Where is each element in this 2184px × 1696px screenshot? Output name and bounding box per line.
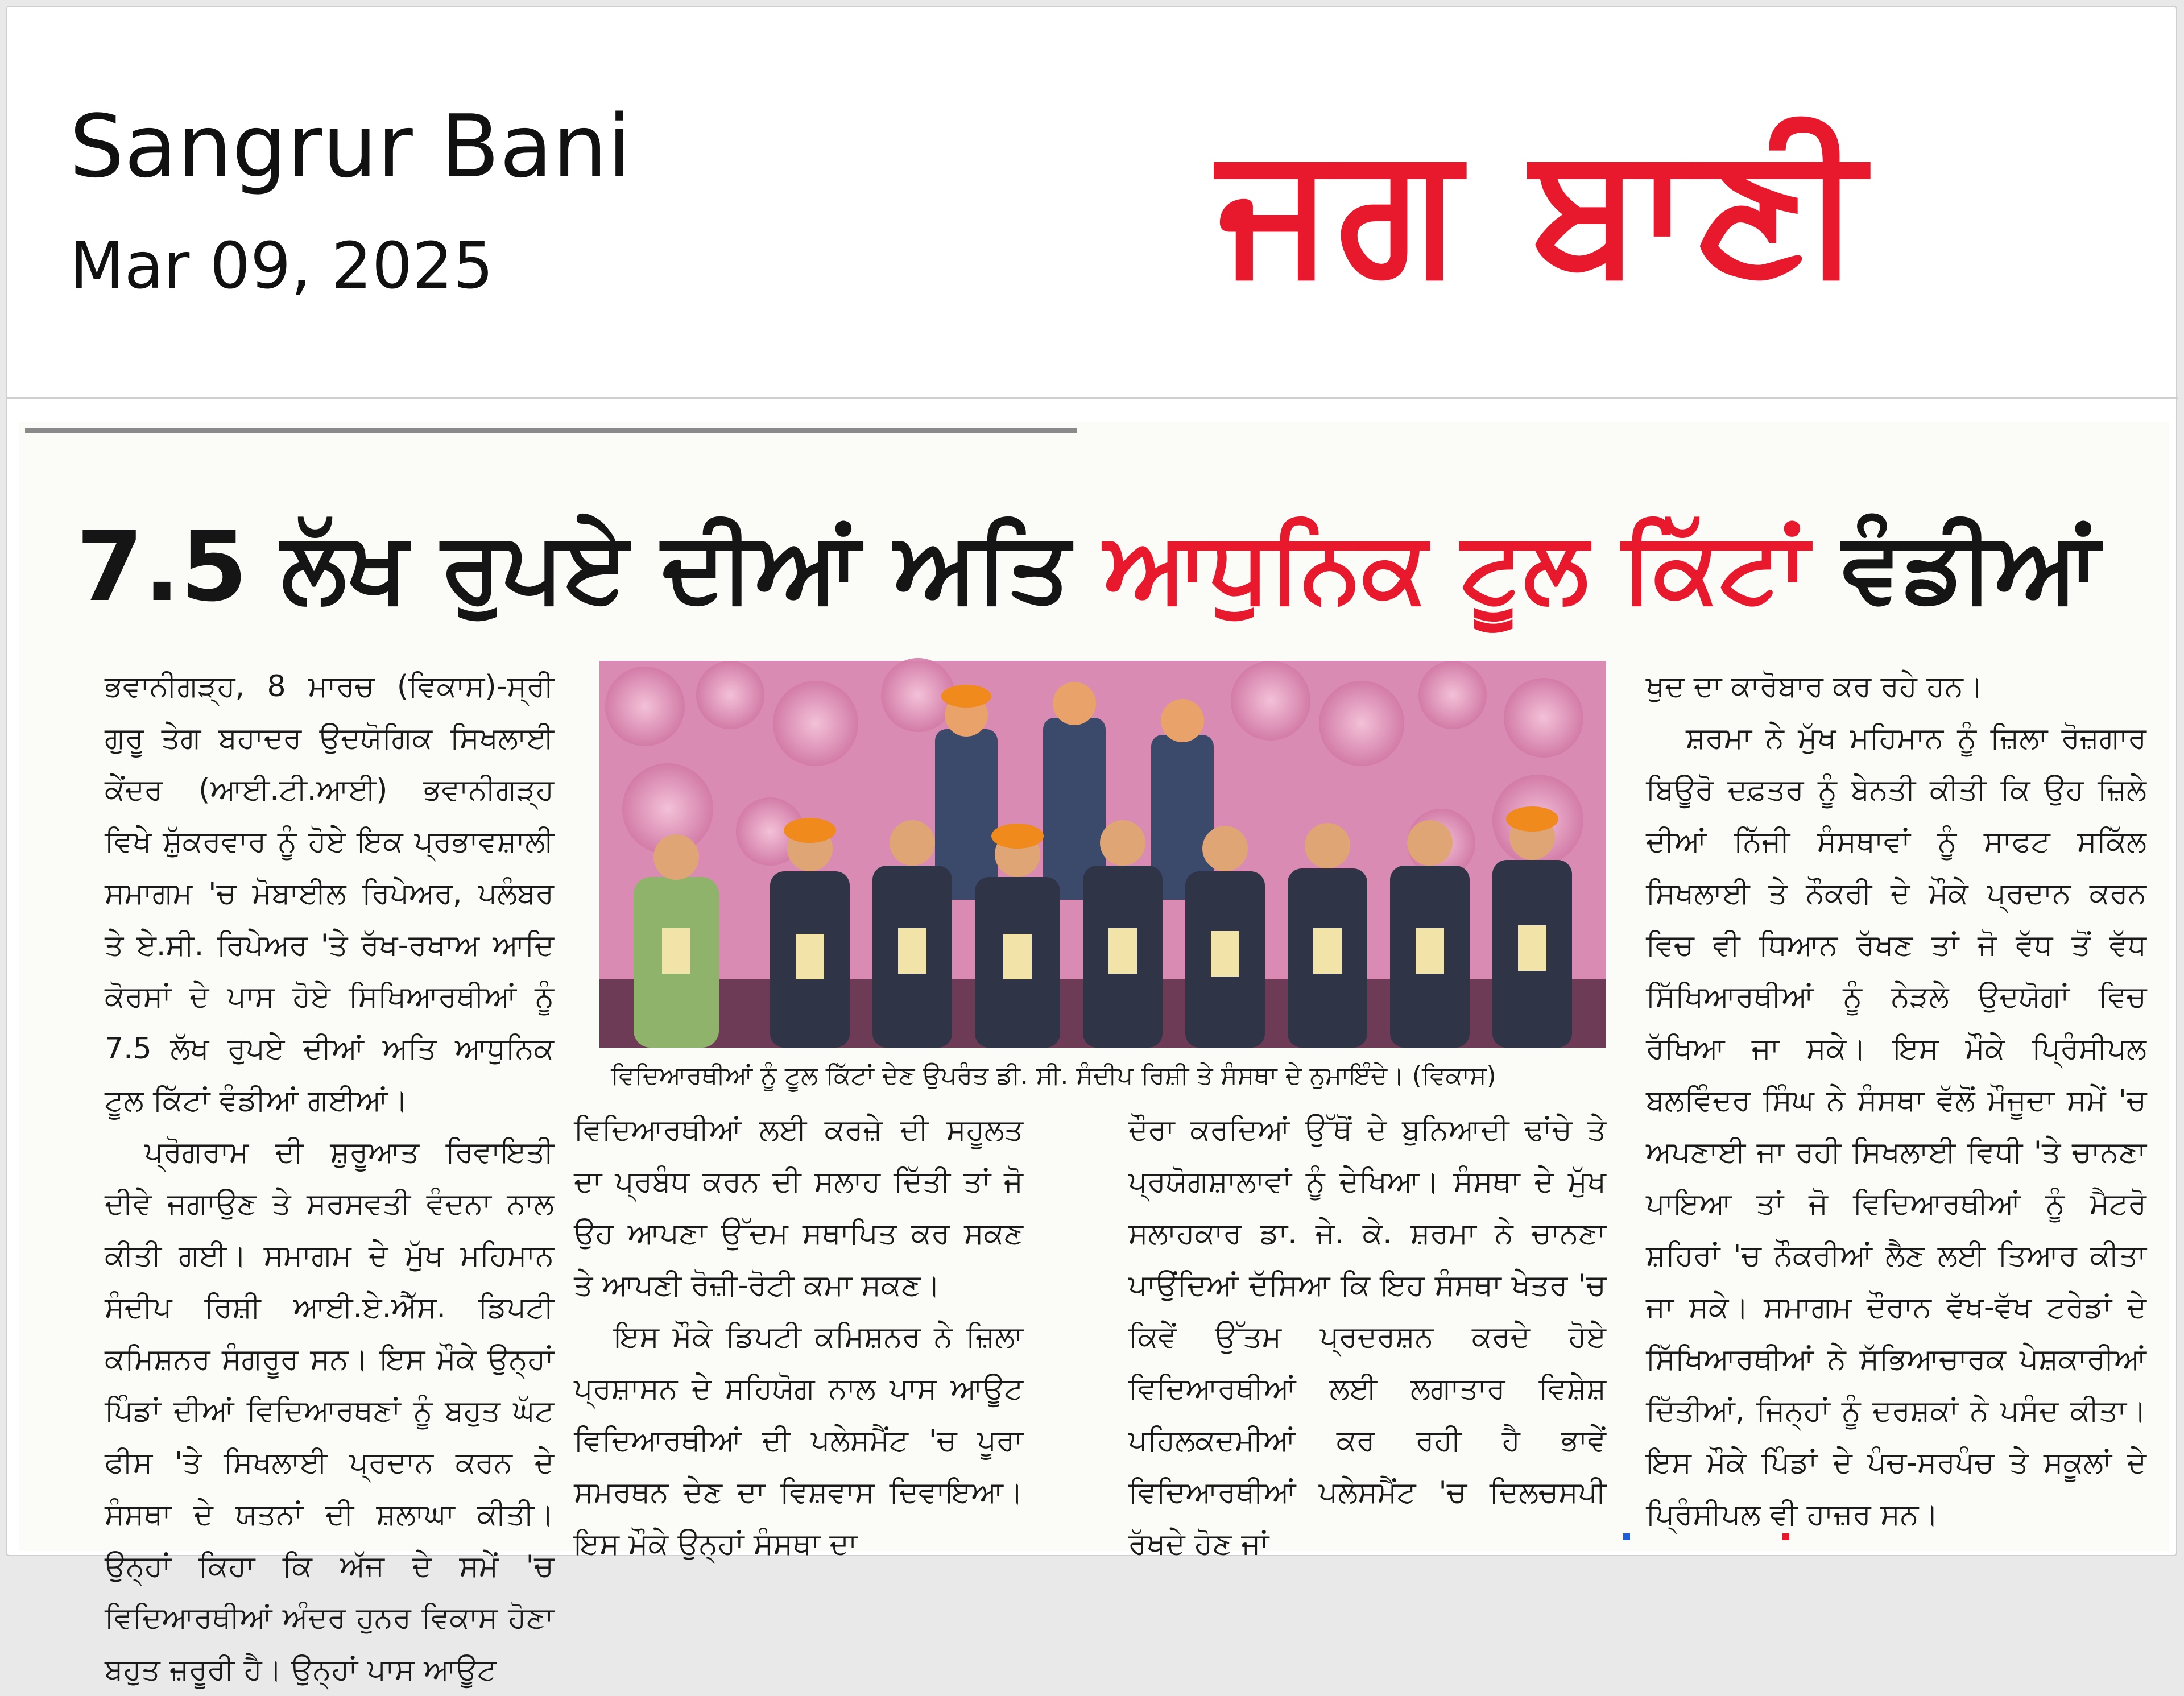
article-column-1 <box>105 661 554 1687</box>
paragraph: ਸ਼ਰਮਾ ਨੇ ਮੁੱਖ ਮਹਿਮਾਨ ਨੂੰ ਜ਼ਿਲਾ ਰੋਜ਼ਗਾਰ ਬਿਊਰੋ ਦਫ਼ਤਰ ਨੂੰ ਬੇਨਤੀ ਕੀਤੀ ਕਿ ਉਹ ਜ਼ਿਲੇ ਦੀਆਂ ਨਿੱਜੀ ਸੰਸਥਾਵਾਂ ਨੂੰ ਸਾਫਟ ਸਕਿੱਲ ਸਿਖਲਾਈ ਤੇ ਨੌਕਰੀ ਦੇ ਮੌਕੇ ਪ੍ਰਦਾਨ ਕਰਨ ਵਿਚ ਵੀ ਧਿਆਨ ਰੱਖਣ ਤਾਂ ਜੋ ਵੱਧ ਤੋਂ ਵੱਧ ਸਿੱਖਿਆਰਥੀਆਂ ਨੂੰ ਨੇੜਲੇ ਉਦਯੋਗਾਂ ਵਿਚ ਰੱਖਿਆ ਜਾ ਸਕੇ। ਇਸ ਮੌਕੇ ਪ੍ਰਿੰਸੀਪਲ ਬਲਵਿੰਦਰ ਸਿੰਘ ਨੇ ਸੰਸਥਾ ਵੱਲੋਂ ਮੌਜੂਦਾ ਸਮੇਂ 'ਚ ਅਪਣਾਈ ਜਾ ਰਹੀ ਸਿਖਲਾਈ ਵਿਧੀ 'ਤੇ ਚਾਨਣਾ ਪਾਇਆ ਤਾਂ ਜੋ ਵਿਦਿਆਰਥੀਆਂ ਨੂੰ ਮੈਟਰੋ ਸ਼ਹਿਰਾਂ 'ਚ ਨੌਕਰੀਆਂ ਲੈਣ ਲਈ ਤਿਆਰ ਕੀਤਾ ਜਾ ਸਕੇ। ਸਮਾਗਮ ਦੌਰਾਨ ਵੱਖ-ਵੱਖ ਟਰੇਡਾਂ ਦੇ ਸਿੱਖਿਆਰਥੀਆਂ ਨੇ ਸੱਭਿਆਚਾਰਕ ਪੇਸ਼ਕਾਰੀਆਂ ਦਿੱਤੀਆਂ, ਜਿਨ੍ਹਾਂ ਨੂੰ ਦਰਸ਼ਕਾਂ ਨੇ ਪਸੰਦ ਕੀਤਾ। ਇਸ ਮੌਕੇ ਪਿੰਡਾਂ ਦੇ ਪੰਚ-ਸਰਪੰਚ ਤੇ ਸਕੂਲਾਂ ਦੇ ਪ੍ਰਿੰਸੀਪਲ ਵੀ ਹਾਜ਼ਰ ਸਨ। <box>1646 721 2146 1532</box>
registration-marks <box>1623 1531 1805 1542</box>
paragraph: ਖੁਦ ਦਾ ਕਾਰੋਬਾਰ ਕਰ ਰਹੇ ਹਨ। <box>1646 669 1983 704</box>
group-photo-illustration <box>599 661 1606 1048</box>
paragraph: ਵਿਦਿਆਰਥੀਆਂ ਲਈ ਕਰਜ਼ੇ ਦੀ ਸਹੂਲਤ ਦਾ ਪ੍ਰਬੰਧ ਕਰਨ ਦੀ ਸਲਾਹ ਦਿੱਤੀ ਤਾਂ ਜੋ ਉਹ ਆਪਣਾ ਉੱਦਮ ਸਥਾਪਿਤ ਕਰ ਸਕਣ ਤੇ ਆਪਣੀ ਰੋਜ਼ੀ-ਰੋਟੀ ਕਮਾ ਸਕਣ। <box>574 1113 1023 1302</box>
newspaper-logo: ਜਗ ਬਾਣੀ <box>1218 106 1869 311</box>
headline-part-black: 7.5 ਲੱਖ ਰੁਪਏ ਦੀਆਂ ਅਤਿ <box>76 511 1070 623</box>
headline-part-red: ਆਧੁਨਿਕ ਟੂਲ ਕਿੱਟਾਂ <box>1103 511 1809 623</box>
article-clip <box>19 422 2169 1687</box>
clip-top-rule <box>25 428 1077 433</box>
newspaper-clipping-page <box>6 6 2177 1687</box>
paragraph: ਪ੍ਰੋਗਰਾਮ ਦੀ ਸ਼ੁਰੂਆਤ ਰਿਵਾਇਤੀ ਦੀਵੇ ਜਗਾਉਣ ਤੇ ਸਰਸਵਤੀ ਵੰਦਨਾ ਨਾਲ ਕੀਤੀ ਗਈ। ਸਮਾਗਮ ਦੇ ਮੁੱਖ ਮਹਿਮਾਨ ਸੰਦੀਪ ਰਿਸ਼ੀ ਆਈ.ਏ.ਐੱਸ. ਡਿਪਟੀ ਕਮਿਸ਼ਨਰ ਸੰਗਰੂਰ ਸਨ। ਇਸ ਮੌਕੇ ਉਨ੍ਹਾਂ ਪਿੰਡਾਂ ਦੀਆਂ ਵਿਦਿਆਰਥਣਾਂ ਨੂੰ ਬਹੁਤ ਘੱਟ ਫੀਸ 'ਤੇ ਸਿਖਲਾਈ ਪ੍ਰਦਾਨ ਕਰਨ ਦੇ ਸੰਸਥਾ ਦੇ ਯਤਨਾਂ ਦੀ ਸ਼ਲਾਘਾ ਕੀਤੀ। ਉਨ੍ਹਾਂ ਕਿਹਾ ਕਿ ਅੱਜ ਦੇ ਸਮੇਂ 'ਚ ਵਿਦਿਆਰਥੀਆਂ ਅੰਦਰ ਹੁਨਰ ਵਿਕਾਸ ਹੋਣਾ ਬਹੁਤ ਜ਼ਰੂਰੀ ਹੈ। ਉਨ੍ਹਾਂ ਪਾਸ ਆਊਟ <box>105 1135 554 1687</box>
article-column-4 <box>1646 661 2146 1537</box>
article-column-3 <box>1128 1105 1606 1561</box>
photo-caption: ਵਿਦਿਆਰਥੀਆਂ ਨੂੰ ਟੂਲ ਕਿੱਟਾਂ ਦੇਣ ਉਪਰੰਤ ਡੀ. ਸੀ. ਸੰਦੀਪ ਰਿਸ਼ੀ ਤੇ ਸੰਸਥਾ ਦੇ ਨੁਮਾਇੰਦੇ। (ਵਿਕਾਸ) <box>611 1061 1496 1090</box>
paragraph: ਭਵਾਨੀਗੜ੍ਹ, 8 ਮਾਰਚ (ਵਿਕਾਸ)-ਸ੍ਰੀ ਗੁਰੂ ਤੇਗ ਬਹਾਦਰ ਉਦਯੋਗਿਕ ਸਿਖਲਾਈ ਕੇਂਦਰ (ਆਈ.ਟੀ.ਆਈ) ਭਵਾਨੀਗੜ੍ਹ ਵਿਖੇ ਸ਼ੁੱਕਰਵਾਰ ਨੂੰ ਹੋਏ ਇਕ ਪ੍ਰਭਾਵਸ਼ਾਲੀ ਸਮਾਗਮ 'ਚ ਮੋਬਾਈਲ ਰਿਪੇਅਰ, ਪਲੰਬਰ ਤੇ ਏ.ਸੀ. ਰਿਪੇਅਰ 'ਤੇ ਰੱਖ-ਰਖਾਅ ਆਦਿ ਕੋਰਸਾਂ ਦੇ ਪਾਸ ਹੋਏ ਸਿਖਿਆਰਥੀਆਂ ਨੂੰ 7.5 ਲੱਖ ਰੁਪਏ ਦੀਆਂ ਅਤਿ ਆਧੁਨਿਕ ਟੂਲ ਕਿੱਟਾਂ ਵੰਡੀਆਂ ਗਈਆਂ। <box>105 669 554 1118</box>
publication-date: Mar 09, 2025 <box>69 229 494 303</box>
header-divider <box>7 397 2178 399</box>
article-headline <box>76 502 2146 632</box>
paragraph: ਇਸ ਮੌਕੇ ਡਿਪਟੀ ਕਮਿਸ਼ਨਰ ਨੇ ਜ਼ਿਲਾ ਪ੍ਰਸ਼ਾਸਨ ਦੇ ਸਹਿਯੋਗ ਨਾਲ ਪਾਸ ਆਊਟ ਵਿਦਿਆਰਥੀਆਂ ਦੀ ਪਲੇਸਮੈਂਟ 'ਚ ਪੂਰਾ ਸਮਰਥਨ ਦੇਣ ਦਾ ਵਿਸ਼ਵਾਸ ਦਿਵਾਇਆ। ਇਸ ਮੌਕੇ ਉਨ੍ਹਾਂ ਸੰਸਥਾ ਦਾ <box>574 1320 1023 1561</box>
paragraph: ਦੌਰਾ ਕਰਦਿਆਂ ਉੱਥੋਂ ਦੇ ਬੁਨਿਆਦੀ ਢਾਂਚੇ ਤੇ ਪ੍ਰਯੋਗਸ਼ਾਲਾਵਾਂ ਨੂੰ ਦੇਖਿਆ। ਸੰਸਥਾ ਦੇ ਮੁੱਖ ਸਲਾਹਕਾਰ ਡਾ. ਜੇ. ਕੇ. ਸ਼ਰਮਾ ਨੇ ਚਾਨਣਾ ਪਾਉਂਦਿਆਂ ਦੱਸਿਆ ਕਿ ਇਹ ਸੰਸਥਾ ਖੇਤਰ 'ਚ ਕਿਵੇਂ ਉੱਤਮ ਪ੍ਰਦਰਸ਼ਨ ਕਰਦੇ ਹੋਏ ਵਿਦਿਆਰਥੀਆਂ ਲਈ ਲਗਾਤਾਰ ਵਿਸ਼ੇਸ਼ ਪਹਿਲਕਦਮੀਆਂ ਕਰ ਰਹੀ ਹੈ ਭਾਵੇਂ ਵਿਦਿਆਰਥੀਆਂ ਪਲੇਸਮੈਂਟ 'ਚ ਦਿਲਚਸਪੀ ਰੱਖਦੇ ਹੋਣ ਜਾਂ <box>1128 1113 1606 1561</box>
headline-part-end: ਵੰਡੀਆਂ <box>1842 511 2100 623</box>
event-photo <box>599 661 1606 1048</box>
article-column-2 <box>574 1105 1023 1561</box>
edition-name: Sangrur Bani <box>69 96 632 197</box>
